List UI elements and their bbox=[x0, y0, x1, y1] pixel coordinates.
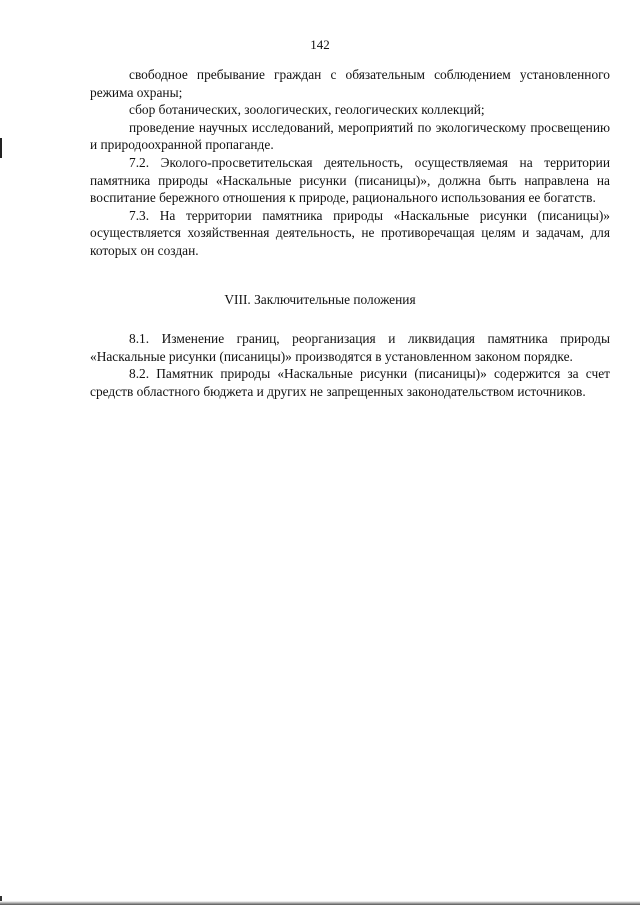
paragraph-8-2: 8.2. Памятник природы «Наскальные рисунки (писаницы)» содержится за счет средств областного бюджета и других не запрещенных законодательством источников. bbox=[90, 366, 610, 399]
section-8-body bbox=[90, 330, 610, 400]
paragraph-free-stay: свободное пребывание граждан с обязательным соблюдением установленного режима охраны; bbox=[90, 67, 610, 100]
scan-margin-mark bbox=[0, 138, 2, 158]
paragraph-research: проведение научных исследований, мероприятий по экологическому просвещению и природоохранной пропаганде. bbox=[90, 119, 610, 153]
paragraph-7-2: 7.2. Эколого-просветительская деятельность, осуществляемая на территории памятника природы «Наскальные рисунки (писаницы)», должна быть направлена на воспитание бережного отношения к природе, рационального использования ее богатств. bbox=[90, 154, 610, 206]
paragraph-7-3: 7.3. На территории памятника природы «Наскальные рисунки (писаницы)» осуществляется хозяйственная деятельность, не противоречащая целям и задачам, для которых он создан. bbox=[90, 207, 610, 258]
paragraph-8-1: 8.1. Изменение границ, реорганизация и ликвидация памятника природы «Наскальные рисунки (писаницы)» производятся в установленном законом порядке. bbox=[90, 331, 610, 364]
section-7-continuation bbox=[90, 66, 610, 260]
scan-bottom-edge bbox=[0, 901, 640, 905]
page-number: 142 bbox=[310, 37, 330, 52]
section-8-heading: VIII. Заключительные положения bbox=[224, 292, 416, 307]
paragraph-collections: сбор ботанических, зоологических, геологических коллекций; bbox=[129, 102, 485, 118]
